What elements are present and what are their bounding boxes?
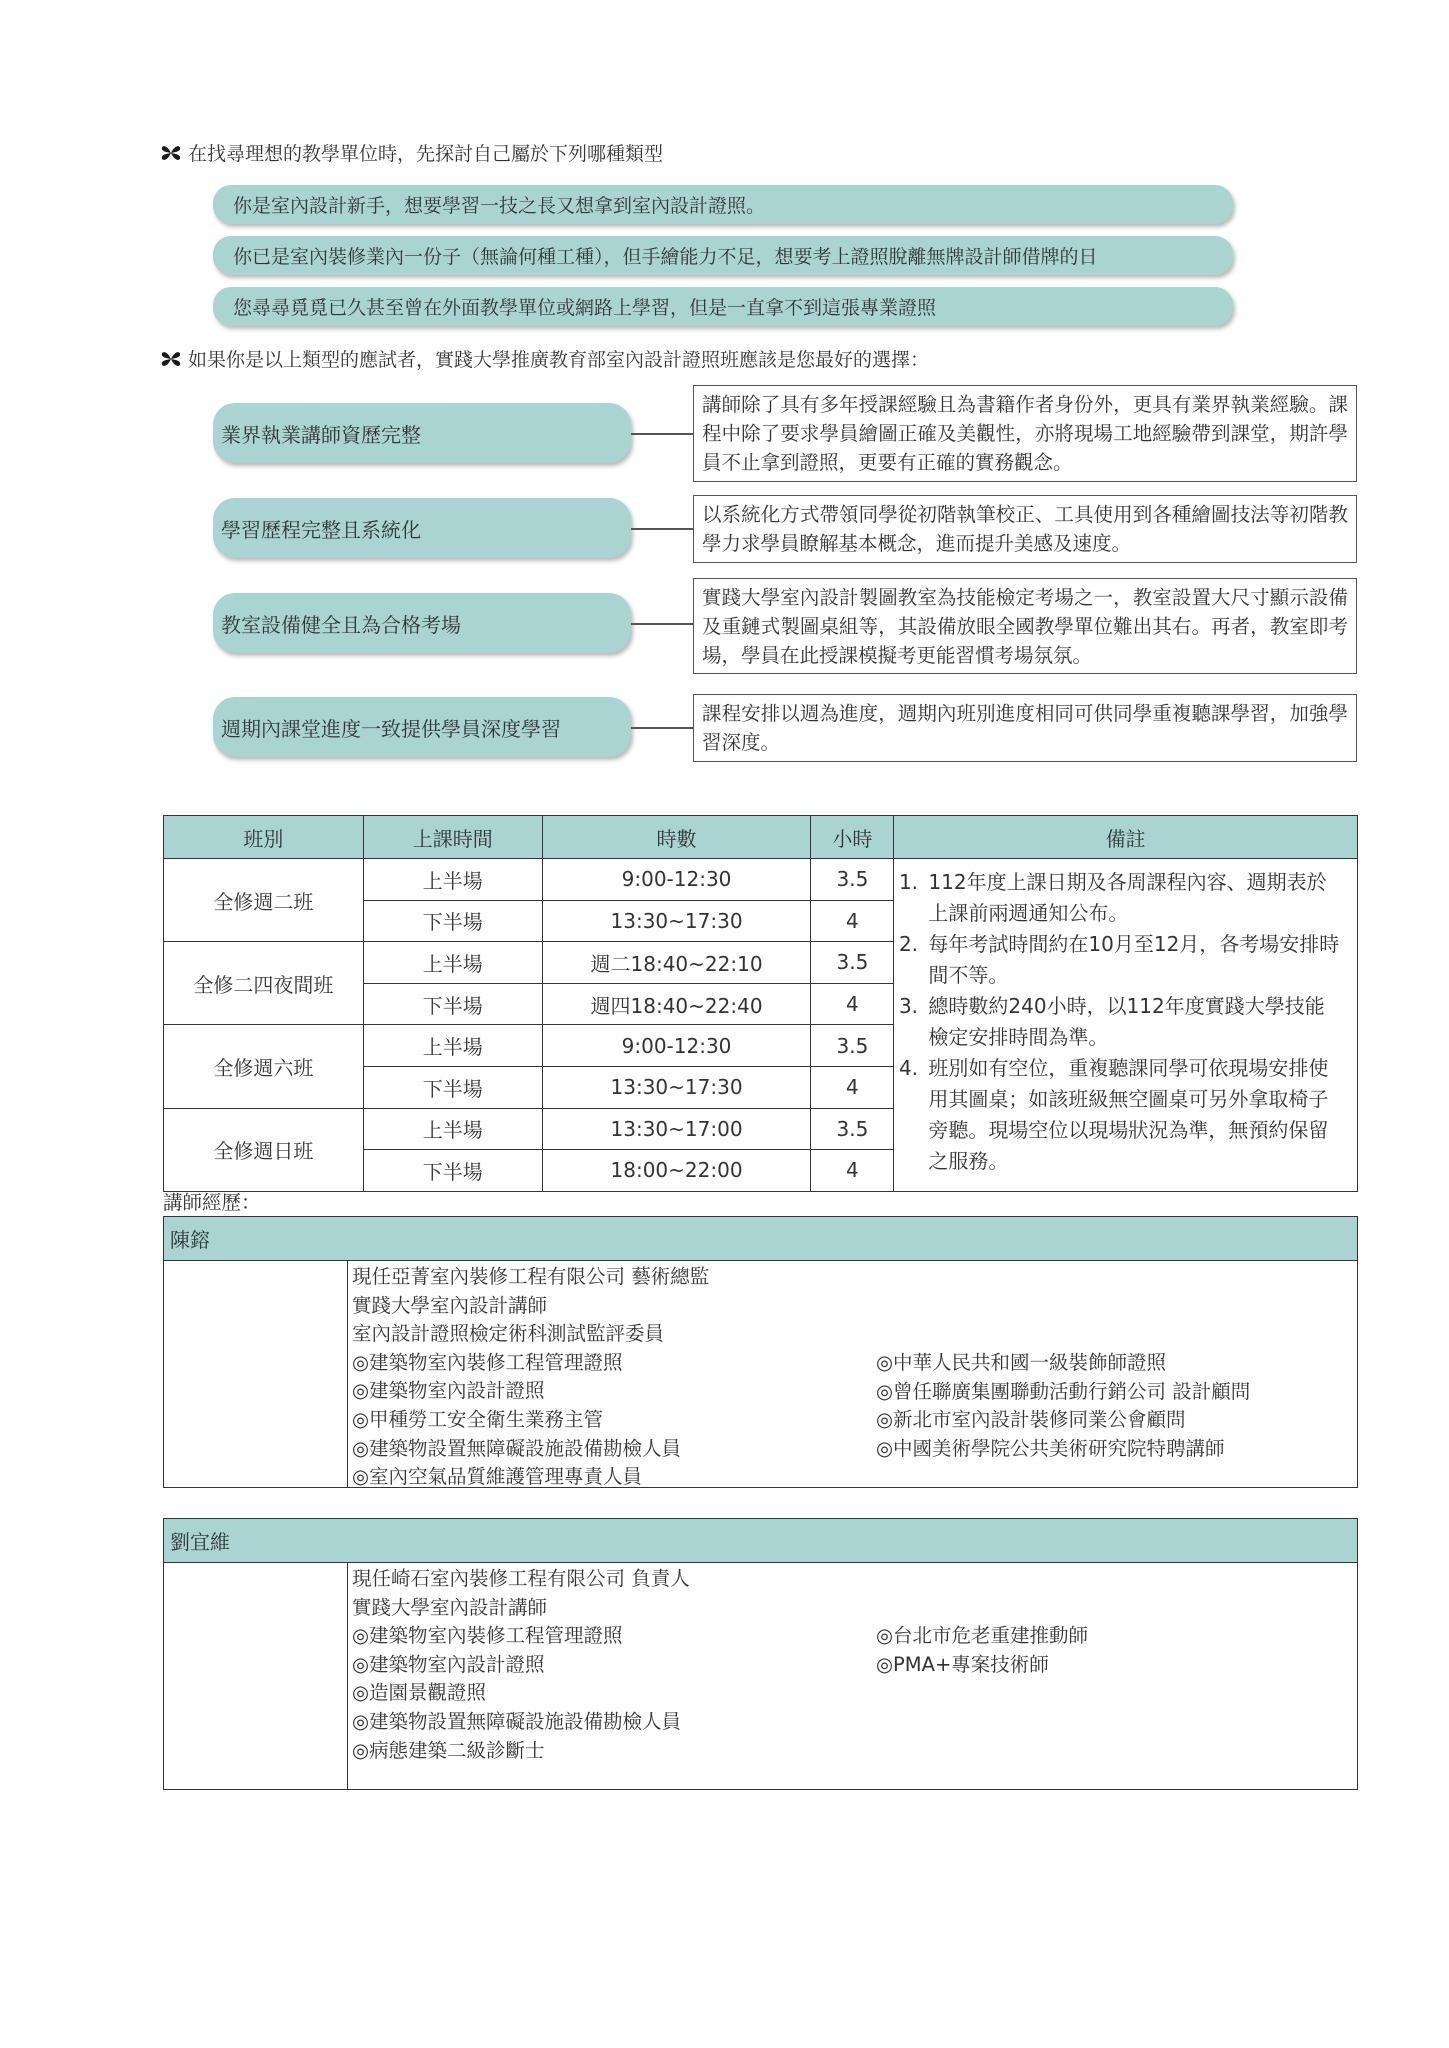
header-time: 時數 [542,816,811,859]
column-divider [347,1261,348,1488]
connector-line [631,528,693,530]
remark-item: 4. 班別如有空位，重複聽課同學可依現場安排使用其圖桌；如該班級無空圖桌可另外拿取椅子旁聽。現場空位以現場狀況為準，無預約保留之服務。 [924,1053,1343,1177]
session-cell: 下半場 [363,1066,542,1108]
instructor-credentials-right [876,1349,1250,1463]
class-name: 全修週二班 [164,859,364,942]
connector-line [631,727,693,729]
credential-item: ◎室內空氣品質維護管理專責人員 [352,1465,643,1489]
hours-cell: 4 [811,983,894,1025]
hours-cell: 3.5 [811,1025,894,1067]
session-cell: 下半場 [363,983,542,1025]
feature-desc-4: 課程安排以週為進度，週期內班別進度相同可供同學重複聽課學習，加強學習深度。 [693,694,1357,762]
header-hours: 小時 [811,816,894,859]
header-session: 上課時間 [363,816,542,859]
time-cell: 9:00-12:30 [542,1025,811,1067]
time-cell: 週二18:40~22:10 [542,942,811,984]
instructor-credentials-right [876,1622,1088,1679]
type-pill-1: 你是室內設計新手，想要學習一技之長又想拿到室內設計證照。 [213,185,1233,224]
feature-desc-3: 實踐大學室內設計製圖教室為技能檢定考場之一，教室設置大尺寸顯示設備及重鏈式製圖桌組等，其設備放眼全國教學單位難出其右。再者，教室即考場，學員在此授課模擬考更能習慣考場氛氛。 [693,578,1357,674]
bullet-icon [160,142,182,164]
header-remarks: 備註 [894,816,1358,859]
remarks-list [900,867,1343,1177]
session-cell: 上半場 [363,859,542,901]
credential-item: ◎建築物室內設計證照 [352,1379,545,1403]
credential-item: ◎建築物室內裝修工程管理證照 [352,1350,623,1374]
time-cell: 13:30~17:30 [542,900,811,942]
instructor-credentials-left [352,1565,690,1765]
hours-cell: 3.5 [811,859,894,901]
session-cell: 下半場 [363,1150,542,1192]
credential-item: ◎建築物設置無障礙設施設備勘檢人員 [352,1436,682,1460]
credential-item: ◎病態建築二級診斷士 [352,1738,545,1762]
credential-item: ◎台北市危老重建推動師 [876,1624,1089,1647]
hours-cell: 3.5 [811,942,894,984]
intro-heading: 在找尋理想的教學單位時，先探討自己屬於下列哪種類型 [188,143,664,165]
connector-line [631,433,693,435]
bullet-icon [160,348,182,370]
class-name: 全修週日班 [164,1108,364,1191]
credential-item: ◎曾任聯廣集團聯動活動行銷公司 設計顧問 [876,1379,1251,1403]
feature-pill-4: 週期內課堂進度一致提供學員深度學習 [213,697,631,757]
feature-pill-3: 教室設備健全且為合格考場 [213,593,631,653]
remarks-cell [894,859,1358,1192]
class-name: 全修週六班 [164,1025,364,1108]
credential-item: ◎中國美術學院公共美術研究院特聘講師 [876,1436,1225,1460]
hours-cell: 4 [811,1066,894,1108]
credential-item: ◎新北市室內設計裝修同業公會顧問 [876,1408,1186,1432]
connector-line [631,623,693,625]
credential-item: ◎建築物室內設計證照 [352,1652,545,1676]
instructors-heading: 講師經歷： [163,1191,261,1214]
credential-item: ◎甲種勞工安全衛生業務主管 [352,1407,604,1431]
class-name: 全修二四夜間班 [164,942,364,1025]
type-pill-2: 你已是室內裝修業內一份子（無論何種工種），但手繪能力不足，想要考上證照脫離無牌設計師借牌的日 [213,236,1233,275]
credential-item: ◎建築物設置無障礙設施設備勘檢人員 [352,1709,682,1733]
feature-desc-1: 講師除了具有多年授課經驗且為書籍作者身份外，更具有業界執業經驗。課程中除了要求學員繪圖正確及美觀性，亦將現場工地經驗帶到課堂，期許學員不止拿到證照，更要有正確的實務觀念。 [693,385,1357,482]
time-cell: 13:30~17:30 [542,1066,811,1108]
session-cell: 上半場 [363,1025,542,1067]
instructor-card-2 [163,1518,1358,1790]
time-cell: 13:30~17:00 [542,1108,811,1150]
session-cell: 下半場 [363,900,542,942]
credential-item: ◎PMA+專案技術師 [876,1652,1049,1676]
credential-item: 現任崎石室內裝修工程有限公司 負責人 [352,1567,690,1590]
instructor-card-1 [163,1216,1358,1488]
instructor-name: 陳鎔 [164,1217,1357,1261]
credential-item: 現任亞菁室內裝修工程有限公司 藝術總監 [352,1265,710,1288]
credential-item: 實踐大學室內設計講師 [352,1595,548,1619]
hours-cell: 3.5 [811,1108,894,1150]
intro-heading-row [160,139,663,166]
session-cell: 上半場 [363,942,542,984]
credential-item: ◎中華人民共和國一級裝飾師證照 [876,1351,1167,1374]
instructor-name: 劉宜維 [164,1519,1357,1563]
time-cell: 9:00-12:30 [542,859,811,901]
header-class: 班別 [164,816,364,859]
time-cell: 週四18:40~22:40 [542,983,811,1025]
table-row [164,859,1358,901]
type-pill-3: 您尋尋覓覓已久甚至曾在外面教學單位或網路上學習，但是一直拿不到這張專業證照 [213,287,1233,326]
feature-desc-2: 以系統化方式帶領同學從初階執筆校正、工具使用到各種繪圖技法等初階教學力求學員瞭解基本概念，進而提升美感及速度。 [693,495,1357,563]
hours-cell: 4 [811,1150,894,1192]
session-cell: 上半場 [363,1108,542,1150]
hours-cell: 4 [811,900,894,942]
credential-item: 實踐大學室內設計講師 [352,1293,548,1317]
feature-pill-1: 業界執業講師資歷完整 [213,403,631,463]
schedule-header-row [164,816,1358,859]
schedule-table [163,815,1358,1192]
features-heading: 如果你是以上類型的應試者，實踐大學推廣教育部室內設計證照班應該是您最好的選擇： [188,349,930,371]
time-cell: 18:00~22:00 [542,1150,811,1192]
feature-pill-2: 學習歷程完整且系統化 [213,498,631,558]
credential-item: ◎造園景觀證照 [352,1681,487,1705]
remark-item: 3. 總時數約240小時，以112年度實踐大學技能檢定安排時間為準。 [924,991,1343,1053]
features-heading-row [160,345,929,372]
remark-item: 2. 每年考試時間約在10月至12月，各考場安排時間不等。 [924,929,1343,991]
credential-item: 室內設計證照檢定術科測試監評委員 [352,1322,665,1346]
credential-item: ◎建築物室內裝修工程管理證照 [352,1624,623,1648]
instructor-credentials-left [352,1263,709,1492]
remark-item: 1. 112年度上課日期及各周課程內容、週期表於上課前兩週通知公布。 [924,867,1343,929]
column-divider [347,1563,348,1790]
